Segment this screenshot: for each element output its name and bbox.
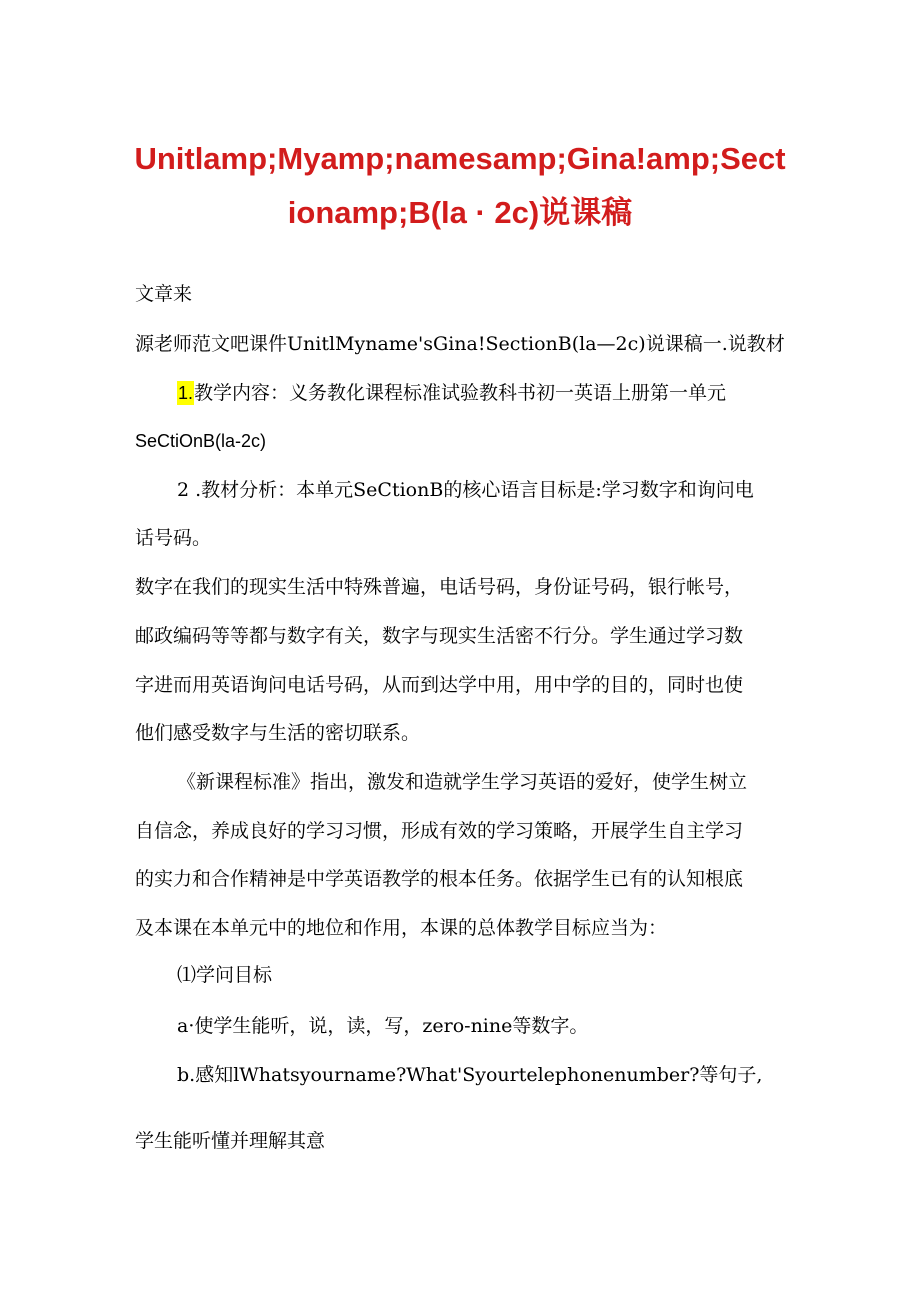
goal-item-b: b.感知lWhatsyourname?What'Syourtelephonenumber?等句子, [177,1064,763,1086]
paragraph-line: 学生能听懂并理解其意 [135,1130,326,1152]
goal-item-a: a·使学生能听，说，读，写，zero-nine等数字。 [177,1015,589,1037]
teaching-content-item [177,384,726,403]
paragraph-line: 数字在我们的现实生活中特殊普遍，电话号码，身份证号码，银行帐号， [135,576,744,598]
intro-line: 源老师范文吧课件UnitlMyname'sGina!SectionB(la—2c)说课稿一.说教材 [135,333,785,355]
teaching-content-text: 教学内容：义务教化课程标准试验教科书初一英语上册第一单元 [194,382,727,404]
paragraph-line: 及本课在本单元中的地位和作用，本课的总体教学目标应当为： [135,917,668,939]
paragraph-line: 自信念，养成良好的学习习惯，形成有效的学习策略，开展学生自主学习 [135,820,744,842]
source-line: 文章来 [135,283,193,305]
textbook-analysis-line: 2 .教材分析：本单元SeCtionB的核心语言目标是:学习数字和询问电 [177,479,754,501]
item-number-highlight: 1. [178,383,194,403]
paragraph-line: 邮政编码等等都与数字有关，数字与现实生活密不行分。学生通过学习数 [135,625,744,647]
section-label-line: SeCtiOnB(la-2c) [135,431,267,451]
document-title-line-1: Unitlamp;Myamp;namesamp;Gina!amp;Sect [134,141,786,176]
paragraph-line: 《新课程标准》指出，激发和造就学生学习英语的爱好，使学生树立 [177,771,748,793]
paragraph-line: 他们感受数字与生活的密切联系。 [135,722,421,744]
paragraph-line: 话号码。 [135,527,212,549]
paragraph-line: 的实力和合作精神是中学英语教学的根本任务。依据学生已有的认知根底 [135,868,744,890]
knowledge-goal-heading: ⑴学问目标 [177,964,273,986]
paragraph-line: 字进而用英语询问电话号码，从而到达学中用，用中学的目的，同时也使 [135,674,744,696]
document-title-line-2: ionamp;B(la · 2c)说课稿 [287,195,633,230]
